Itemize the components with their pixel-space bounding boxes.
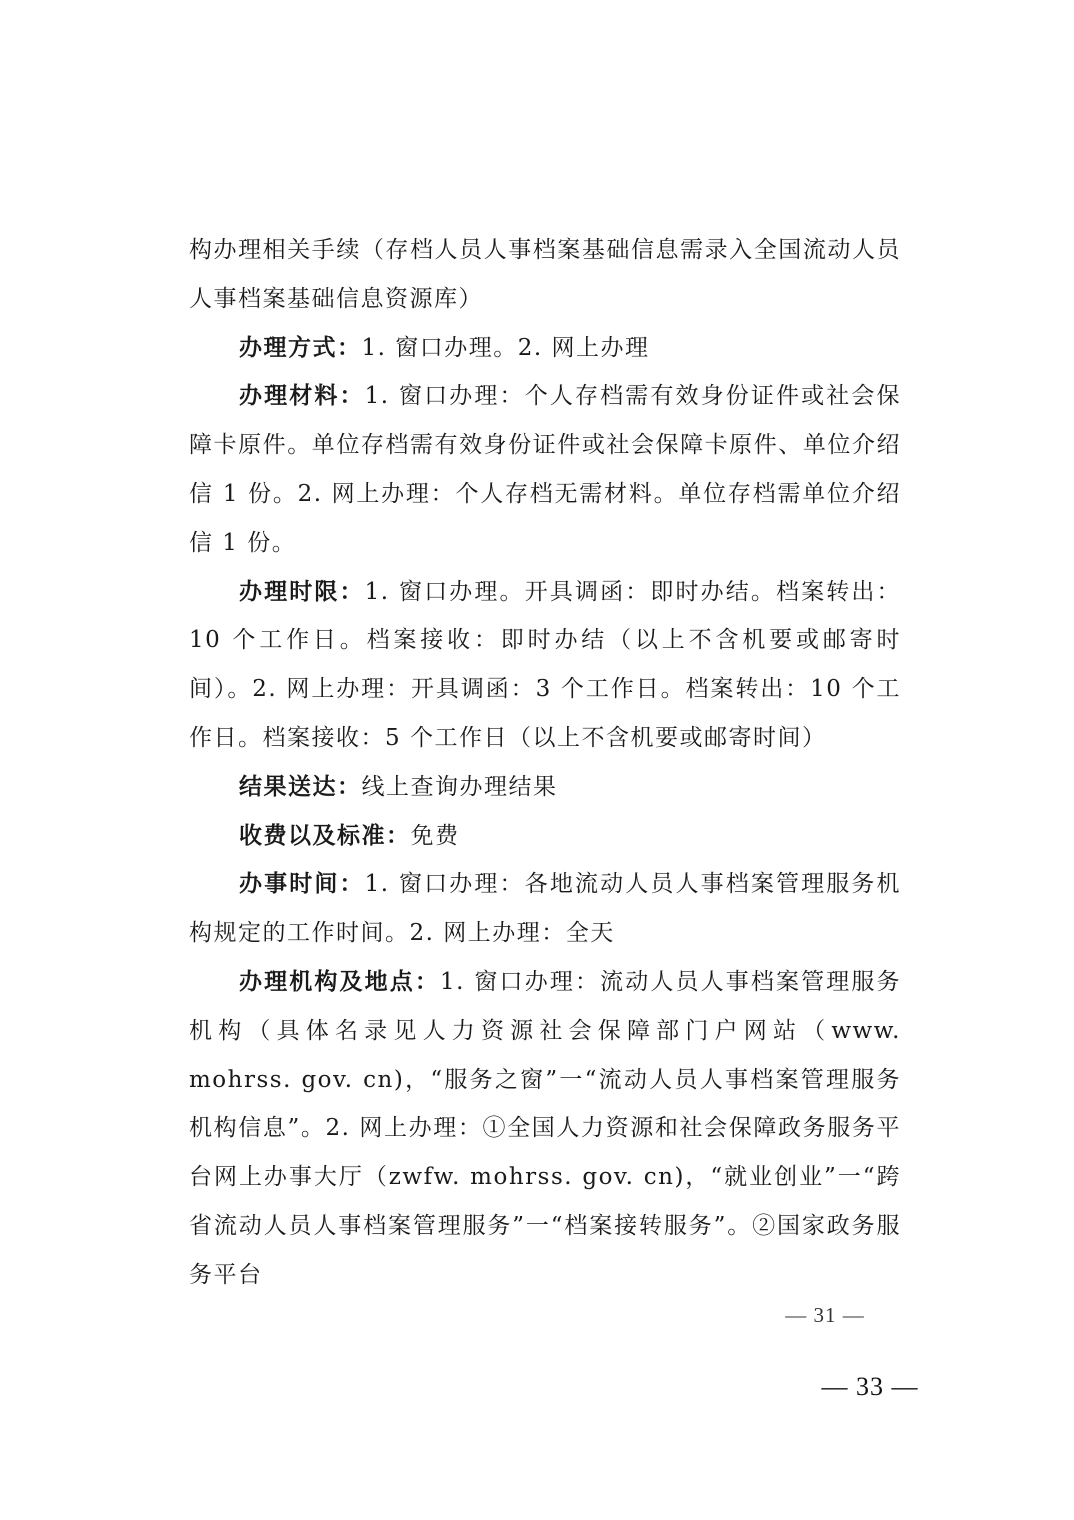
section-office-hours (189, 860, 901, 958)
section-agency-location (189, 958, 901, 1300)
inner-page-number: — 31 — (785, 1303, 865, 1327)
section-time-limit (189, 568, 901, 763)
section-label: 办理时限： (239, 578, 365, 605)
continuation-paragraph: 构办理相关手续（存档人员人事档案基础信息需录入全国流动人员人事档案基础信息资源库） (189, 237, 901, 312)
section-text: 1. 窗口办理。开具调函：即时办结。档案转出：10 个工作日。档案接收：即时办结（以上不含机要或邮寄时间）。2. 网上办理：开具调函：3 个工作日。档案转出：10 个工作日。档案接收：5 个工作日（以上不含机要或邮寄时间） (189, 578, 901, 751)
outer-page-number: — 33 — (821, 1372, 919, 1401)
section-label: 办事时间： (239, 871, 365, 898)
document-body (189, 226, 901, 1300)
section-label: 办理方式： (239, 334, 362, 361)
section-label: 办理材料： (239, 383, 365, 410)
section-result-delivery (189, 763, 901, 812)
section-text: 1. 窗口办理：各地流动人员人事档案管理服务机构规定的工作时间。2. 网上办理：全天 (189, 871, 901, 947)
section-label: 办理机构及地点： (239, 968, 441, 995)
section-text: 1. 窗口办理。2. 网上办理 (361, 334, 650, 361)
section-text: 免费 (410, 822, 460, 849)
section-fees (189, 812, 901, 861)
section-text: 线上查询办理结果 (361, 773, 558, 800)
section-label: 结果送达： (239, 773, 362, 800)
section-handling-method (189, 324, 901, 373)
section-handling-materials (189, 372, 901, 567)
section-text: 1. 窗口办理：流动人员人事档案管理服务机构（具体名录见人力资源社会保障部门户网站（www. mohrss. gov. cn)，“服务之窗”一“流动人员人事档案管理服务机构信息”。2. 网上办理：①全国人力资源和社会保障政务服务平台网上办事大厅（zwfw. mohrss. gov. cn)，“就业创业”一“跨省流动人员人事档案管理服务”一“档案接转服务”。②国家政务服务平台 (189, 968, 902, 1288)
section-text: 1. 窗口办理：个人存档需有效身份证件或社会保障卡原件。单位存档需有效身份证件或社会保障卡原件、单位介绍信 1 份。2. 网上办理：个人存档无需材料。单位存档需单位介绍信 1 份。 (189, 383, 901, 556)
section-label: 收费以及标准： (239, 822, 411, 849)
